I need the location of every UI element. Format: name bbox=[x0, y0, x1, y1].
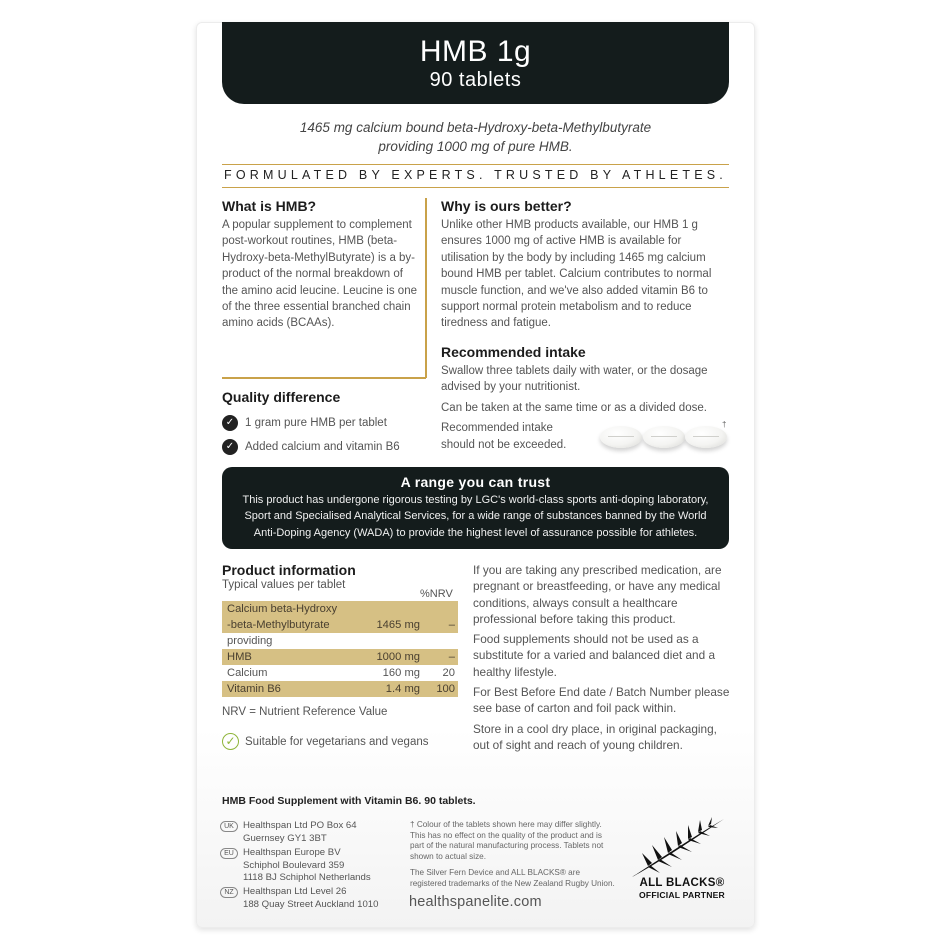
row-amount: 1465 mg bbox=[376, 619, 420, 631]
quality-section bbox=[222, 389, 422, 455]
product-info-section bbox=[222, 562, 460, 591]
product-title: HMB 1g bbox=[419, 35, 532, 68]
section-divider bbox=[222, 377, 426, 379]
row-amount: 1000 mg bbox=[376, 651, 420, 663]
quality-item bbox=[222, 415, 422, 431]
recommended-p2: Can be taken at the same time or as a divided dose. bbox=[441, 401, 707, 414]
vegetarian-badge bbox=[222, 733, 428, 750]
table-row bbox=[222, 649, 458, 665]
address-line: 1118 BJ Schiphol Netherlands bbox=[243, 872, 371, 883]
country-code-badge: NZ bbox=[220, 887, 238, 898]
range-line: Anti-Doping Agency (WADA) to provide the highest level of assurance possible for athletes. bbox=[253, 526, 698, 539]
warning-text: Food supplements should not be used as a substitute for a varied and balanced diet and a healthy lifestyle. bbox=[473, 632, 716, 679]
row-nrv: – bbox=[448, 651, 455, 663]
address-line: Schiphol Boulevard 359 bbox=[243, 859, 345, 871]
country-code-badge: UK bbox=[220, 821, 238, 832]
table-row bbox=[222, 617, 458, 633]
address-uk bbox=[220, 820, 420, 845]
product-info-sub: Typical values per tablet bbox=[222, 579, 346, 591]
all-blacks-text: ALL BLACKS® bbox=[639, 877, 725, 889]
veg-check-icon: ✓ bbox=[222, 733, 239, 750]
intro-line-1: 1465 mg calcium bound beta-Hydroxy-beta-Methylbutyrate bbox=[299, 120, 652, 135]
footer-title: HMB Food Supplement with Vitamin B6. 90 tablets. bbox=[222, 795, 476, 807]
range-body bbox=[222, 492, 729, 541]
row-amount: 160 mg bbox=[382, 667, 420, 679]
range-line: This product has undergone rigorous testing by LGC's world-class sports anti-doping laboratory, bbox=[242, 494, 709, 506]
nutrition-table bbox=[222, 601, 458, 697]
nrv-column-header: %NRV bbox=[420, 588, 453, 600]
row-nrv: 20 bbox=[442, 667, 455, 679]
address-eu bbox=[220, 847, 420, 885]
row-amount: 1.4 mg bbox=[385, 683, 420, 695]
row-nrv: – bbox=[448, 619, 455, 631]
address-nz bbox=[220, 886, 420, 911]
address-line: Healthspan Europe BV bbox=[243, 847, 341, 858]
address-line: Healthspan Ltd Level 26 bbox=[243, 886, 347, 897]
product-count: 90 tablets bbox=[429, 69, 522, 91]
why-better-section bbox=[441, 198, 731, 332]
official-partner-text: OFFICIAL PARTNER bbox=[639, 890, 725, 900]
intro-line-2: providing 1000 mg of pure HMB. bbox=[378, 139, 573, 154]
range-heading: A range you can trust bbox=[400, 474, 551, 490]
address-line: 188 Quay Street Auckland 1010 bbox=[243, 898, 379, 910]
warning-text: If you are taking any prescribed medication, are pregnant or breastfeeding, or have any medical conditions, always consult a healthcare professional before taking this product. bbox=[473, 563, 722, 626]
warning-text: Store in a cool dry place, in original packaging, out of sight and reach of young children. bbox=[473, 721, 717, 752]
table-row bbox=[222, 601, 458, 617]
all-blacks-logo bbox=[630, 877, 734, 900]
intro-text bbox=[222, 118, 729, 156]
range-line: Sport and Specialised Analytical Services, for a wide range of substances banned by the World bbox=[244, 510, 707, 523]
product-info-heading: Product information bbox=[222, 562, 356, 578]
row-nrv bbox=[424, 601, 458, 617]
table-row bbox=[222, 665, 458, 681]
address-line: Healthspan Ltd PO Box 64 bbox=[243, 820, 357, 831]
quality-heading: Quality difference bbox=[222, 389, 341, 405]
why-better-body: Unlike other HMB products available, our HMB 1 g ensures 1000 mg of active HMB is available for utilisation by the body by including 1465 mg calcium bound HMB per tablet. Calcium contributes to normal muscle function, and we've also added vitamin B6 to support normal protein metabolism and to reduce tiredness and fatigue. bbox=[441, 219, 712, 330]
quality-item bbox=[222, 439, 422, 455]
dagger-mark: † bbox=[722, 420, 727, 429]
row-name: providing bbox=[227, 635, 273, 647]
row-nrv bbox=[424, 633, 458, 649]
silver-fern-icon bbox=[628, 815, 728, 879]
tablet-icon bbox=[643, 426, 685, 448]
recommended-heading: Recommended intake bbox=[441, 344, 586, 360]
country-code-badge: EU bbox=[220, 848, 238, 859]
veg-label: Suitable for vegetarians and vegans bbox=[245, 735, 429, 748]
what-is-heading: What is HMB? bbox=[222, 198, 317, 214]
row-name: Calcium beta-Hydroxy bbox=[227, 603, 338, 615]
trademark-note: The Silver Fern Device and ALL BLACKS® are registered trademarks of the New Zealand Rugby Union. bbox=[410, 868, 615, 888]
tablet-colour-note: † Colour of the tablets shown here may differ slightly. This has no effect on the quality of the product and is part of the natural manufacturing process. Tablets not shown to actual size. bbox=[410, 820, 604, 861]
warning-text: For Best Before End date / Batch Number please see base of carton and foil pack within. bbox=[473, 685, 730, 716]
what-is-section bbox=[222, 198, 422, 332]
row-amount bbox=[360, 633, 424, 649]
why-better-heading: Why is ours better? bbox=[441, 198, 572, 214]
column-divider bbox=[425, 198, 427, 378]
recommended-p3b: should not be exceeded. bbox=[441, 438, 567, 451]
product-header bbox=[222, 22, 729, 104]
row-nrv: 100 bbox=[436, 683, 455, 695]
row-name: Calcium bbox=[227, 667, 268, 679]
table-row bbox=[222, 681, 458, 697]
quality-item-label: Added calcium and vitamin B6 bbox=[245, 441, 400, 453]
quality-item-label: 1 gram pure HMB per tablet bbox=[245, 417, 387, 429]
website-link[interactable]: healthspanelite.com bbox=[409, 894, 542, 910]
tablet-icon bbox=[685, 426, 727, 448]
tagline: FORMULATED BY EXPERTS. TRUSTED BY ATHLETES. bbox=[222, 164, 729, 188]
row-name: Vitamin B6 bbox=[227, 683, 281, 695]
address-line: Guernsey GY1 3BT bbox=[243, 832, 327, 844]
tablet-icon bbox=[600, 426, 642, 448]
check-icon: ✓ bbox=[222, 439, 238, 455]
nrv-definition: NRV = Nutrient Reference Value bbox=[222, 706, 388, 718]
footnotes bbox=[410, 820, 615, 890]
row-name: HMB bbox=[227, 651, 252, 663]
row-amount bbox=[360, 601, 424, 617]
row-name: -beta-Methylbutyrate bbox=[227, 619, 330, 631]
check-icon: ✓ bbox=[222, 415, 238, 431]
table-row bbox=[222, 633, 458, 649]
what-is-body: A popular supplement to complement post-workout routines, HMB (beta-Hydroxy-beta-MethylButyrate) is a by-product of the normal breakdown of the amino acid leucine. Leucine is one of the three essential branched chain amino acids (BCAAs). bbox=[222, 219, 417, 330]
warnings-section bbox=[473, 562, 733, 757]
range-banner bbox=[222, 467, 729, 549]
recommended-p1: Swallow three tablets daily with water, or the dosage advised by your nutritionist. bbox=[441, 365, 708, 394]
tablets-image bbox=[596, 420, 731, 454]
recommended-p3a: Recommended intake bbox=[441, 422, 553, 435]
